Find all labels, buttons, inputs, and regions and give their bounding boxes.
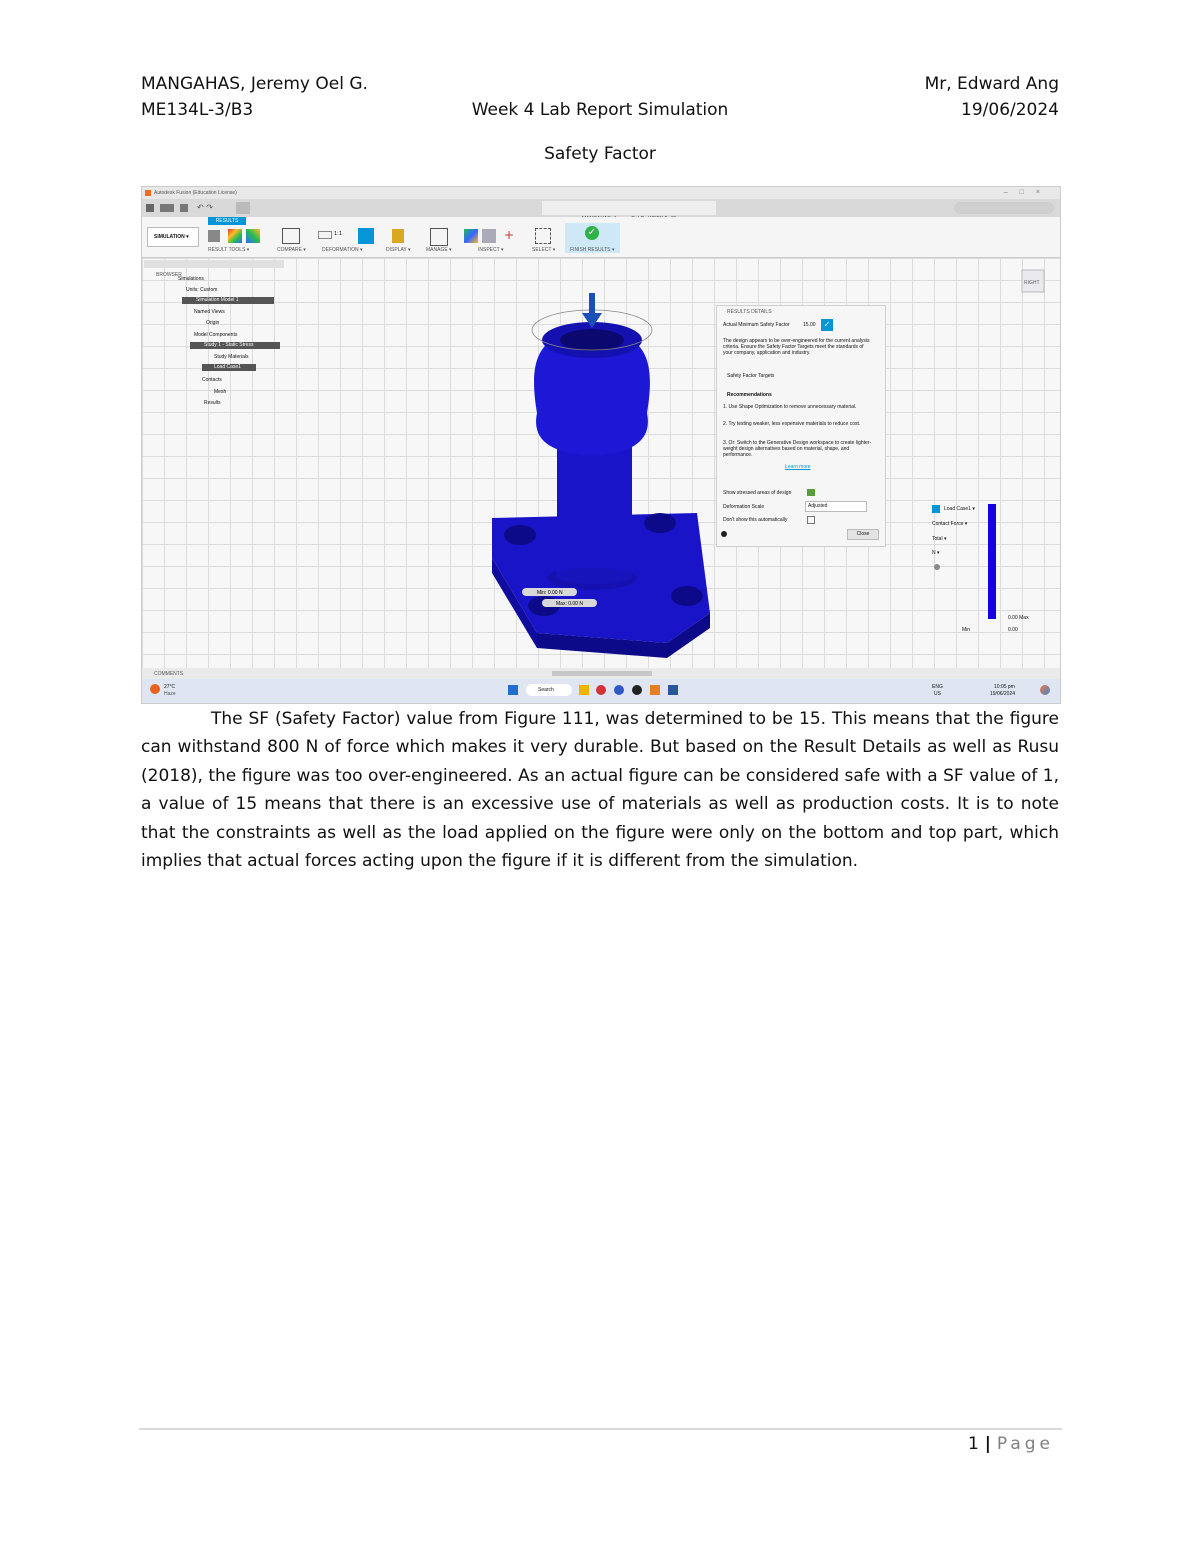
instructor-name: Mr, Edward Ang xyxy=(924,74,1059,94)
workspace-switcher[interactable] xyxy=(147,227,199,247)
sf-message: The design appears to be over-engineered for the current analysis criteria. Ensure the Safety Factor Targets meet the standards of your company, application and industry. xyxy=(723,338,870,356)
scale-readout: 1:1 xyxy=(334,231,343,237)
bolt-hole xyxy=(504,525,536,545)
clock-time: 10:05 pm xyxy=(994,684,1015,690)
weather-desc: Haze xyxy=(164,691,176,697)
toolbar-icons-right[interactable] xyxy=(954,202,1054,214)
report-title: Week 4 Lab Report Simulation xyxy=(471,100,729,120)
legend-max-label: 0.00 Max xyxy=(1008,615,1029,621)
windows-start-icon[interactable] xyxy=(508,685,518,695)
undo-redo-icon[interactable]: ↶ ↷ xyxy=(197,203,213,212)
window-titlebar xyxy=(142,187,1060,199)
save-icon[interactable] xyxy=(180,204,188,212)
app-icon[interactable] xyxy=(596,685,606,695)
legend-settings-icon[interactable] xyxy=(934,564,940,570)
file-menu-icon[interactable] xyxy=(160,204,174,212)
browser-panel xyxy=(144,260,284,410)
dont-show-label: Don't show this automatically xyxy=(723,517,788,523)
word-icon[interactable] xyxy=(668,685,678,695)
home-icon[interactable] xyxy=(236,202,250,214)
show-stressed-label: Show stressed areas of design xyxy=(723,490,792,496)
shaft-base xyxy=(556,568,632,584)
group-compare[interactable]: COMPARE ▾ xyxy=(277,247,306,253)
course-code: ME134L-3/B3 xyxy=(141,100,254,120)
chrome-icon[interactable] xyxy=(632,685,642,695)
weather-icon[interactable] xyxy=(150,684,160,694)
group-result-tools[interactable]: RESULT TOOLS ▾ xyxy=(208,247,250,253)
inspect-icon[interactable] xyxy=(464,229,478,243)
compare-icon[interactable] xyxy=(282,228,300,244)
browser-item[interactable]: Units: Custom xyxy=(186,287,218,293)
browser-icon[interactable] xyxy=(614,685,624,695)
legend-total[interactable]: Total ▾ xyxy=(932,536,947,542)
safety-factor-targets[interactable]: Safety Factor Targets xyxy=(727,373,775,379)
legend-contact[interactable]: Contact Force ▾ xyxy=(932,521,968,527)
deformation-icon[interactable] xyxy=(318,231,332,239)
recommendations-title: Recommendations xyxy=(727,392,772,398)
legend-min-value: 0.00 xyxy=(1008,627,1018,633)
browser-item[interactable]: Contacts xyxy=(202,377,222,383)
legend-load-case[interactable]: Load Case1 ▾ xyxy=(944,506,975,512)
group-manage[interactable]: MANAGE ▾ xyxy=(426,247,452,253)
document-tabbar xyxy=(142,199,1060,217)
viewport[interactable] xyxy=(142,258,1060,668)
browser-item[interactable]: Simulations xyxy=(178,276,204,282)
comments-bar xyxy=(142,668,1060,679)
group-finish-results[interactable]: FINISH RESULTS ▾ xyxy=(570,247,615,253)
browser-item[interactable]: Named Views xyxy=(194,309,225,315)
recommendation-item: 2. Try testing weaker, less expensive materials to reduce cost. xyxy=(723,421,861,427)
info-icon[interactable] xyxy=(721,531,727,537)
window-controls[interactable]: –□× xyxy=(1003,189,1052,196)
document-tab[interactable] xyxy=(542,201,716,215)
region-label: US xyxy=(934,691,941,697)
file-explorer-icon[interactable] xyxy=(579,685,589,695)
probe-icon[interactable] xyxy=(246,229,260,243)
group-inspect[interactable]: INSPECT ▾ xyxy=(478,247,504,253)
browser-item[interactable]: Origin xyxy=(206,320,220,326)
manage-icon[interactable] xyxy=(430,228,448,246)
legend-colors-icon[interactable] xyxy=(228,229,242,243)
author-name: MANGAHAS, Jeremy Oel G. xyxy=(141,74,368,94)
view-cube-label: RIGHT xyxy=(1024,280,1040,286)
page-footer xyxy=(968,1434,1054,1454)
fusion-logo-icon xyxy=(145,190,151,196)
deformation-label: Deformation Scale xyxy=(723,504,765,510)
group-select[interactable]: SELECT ▾ xyxy=(532,247,556,253)
paragraph: The SF (Safety Factor) value from Figure 111, was determined to be 15. This means that the figure can withstand 800 N of force which makes it very durable. But based on the Result Details as well as Rusu (2018), the figure was too over-engineered. As an actual figure can be considered safe with a SF value of 1, a value of 15 means that there is an excessive use of materials as well as production costs. It is to note that the constraints as well as the load applied on the figure were only on the bottom and top part, which implies that actual forces acting upon the figure if it is different from the simulation. xyxy=(141,709,1059,872)
display-icon[interactable] xyxy=(392,229,404,243)
max-tag: Max: 0.00 N xyxy=(556,601,583,607)
dont-show-checkbox[interactable] xyxy=(807,516,815,524)
lang-label: ENG xyxy=(932,684,943,690)
browser-title: BROWSER xyxy=(156,272,182,278)
load-arrow-shaft xyxy=(589,293,595,315)
recommendation-item: 1. Use Shape Optimization to remove unnecessary material. xyxy=(723,404,857,410)
legend-bar xyxy=(988,504,996,619)
body-text xyxy=(141,705,1059,875)
fusion-taskbar-icon[interactable] xyxy=(650,685,660,695)
animate-icon[interactable] xyxy=(358,228,374,244)
grid-menu-icon[interactable] xyxy=(146,204,154,212)
legend-toggle-icon[interactable] xyxy=(932,505,940,513)
taskbar-search[interactable] xyxy=(526,684,572,696)
report-date: 19/06/2024 xyxy=(961,100,1059,120)
navigation-toolbar[interactable] xyxy=(552,671,652,676)
stress-map-icon[interactable] xyxy=(807,489,815,496)
close-button[interactable]: Close xyxy=(847,529,879,540)
sf-label: Actual Minimum Safety Factor xyxy=(723,322,790,328)
browser-item-study[interactable]: Study 1 - Static Stress xyxy=(190,342,280,349)
min-tag: Min: 0.00 N xyxy=(537,590,563,596)
group-deformation[interactable]: DEFORMATION ▾ xyxy=(322,247,363,253)
results-panel-title: RESULTS DETAILS xyxy=(727,309,772,315)
select-icon[interactable] xyxy=(535,228,551,244)
legend-min-label: Min xyxy=(962,627,971,633)
head-bore xyxy=(560,329,624,351)
sf-value: 15.00 xyxy=(803,322,816,328)
browser-item-selected[interactable]: Simulation Model 1 xyxy=(182,297,274,304)
deformation-select[interactable]: Adjusted xyxy=(805,501,867,512)
page-number: 1 xyxy=(967,1434,979,1454)
check-icon: ✓ xyxy=(585,226,599,240)
check-badge-icon: ✓ xyxy=(821,319,833,331)
fusion-screenshot xyxy=(141,186,1061,704)
result-tool-icon[interactable] xyxy=(208,230,220,242)
browser-item-loadcase[interactable]: Load Case1 xyxy=(202,364,256,371)
section-icon[interactable] xyxy=(482,229,496,243)
bolt-hole xyxy=(644,513,676,533)
browser-item[interactable]: Results xyxy=(204,400,221,406)
taskbar-search-label: Search xyxy=(538,687,554,693)
browser-item[interactable]: Mesh xyxy=(214,389,227,395)
clock-date: 19/06/2024 xyxy=(990,691,1016,697)
browser-item[interactable]: Model Components xyxy=(194,332,238,338)
bolt-hole xyxy=(671,586,703,606)
crosshair-icon[interactable]: + xyxy=(504,228,515,242)
results-details-panel xyxy=(716,305,886,547)
workspace-label: SIMULATION ▾ xyxy=(154,234,189,240)
group-display[interactable]: DISPLAY ▾ xyxy=(386,247,411,253)
copilot-icon[interactable] xyxy=(1040,685,1050,695)
weather-temp: 27°C xyxy=(164,684,176,690)
page-separator: | xyxy=(978,1434,997,1454)
section-title: Safety Factor xyxy=(544,144,656,164)
browser-item[interactable]: Study Materials xyxy=(214,354,249,360)
app-title: Autodesk Fusion (Education License) xyxy=(154,190,237,196)
comments-label[interactable]: COMMENTS xyxy=(154,671,184,677)
browser-header xyxy=(144,260,284,278)
recommendation-item: 3. Or: Switch to the Generative Design workspace to create lighter-weight design alternatives based on material, shape, and performance. xyxy=(723,440,872,458)
learn-more-link[interactable]: Learn more xyxy=(785,464,811,470)
page-word: Page xyxy=(996,1434,1054,1454)
legend-unit[interactable]: N ▾ xyxy=(932,550,940,556)
tab-results[interactable]: RESULTS xyxy=(208,217,246,225)
windows-taskbar xyxy=(142,679,1060,703)
ribbon xyxy=(142,217,1060,258)
footer-rule xyxy=(139,1428,1062,1430)
